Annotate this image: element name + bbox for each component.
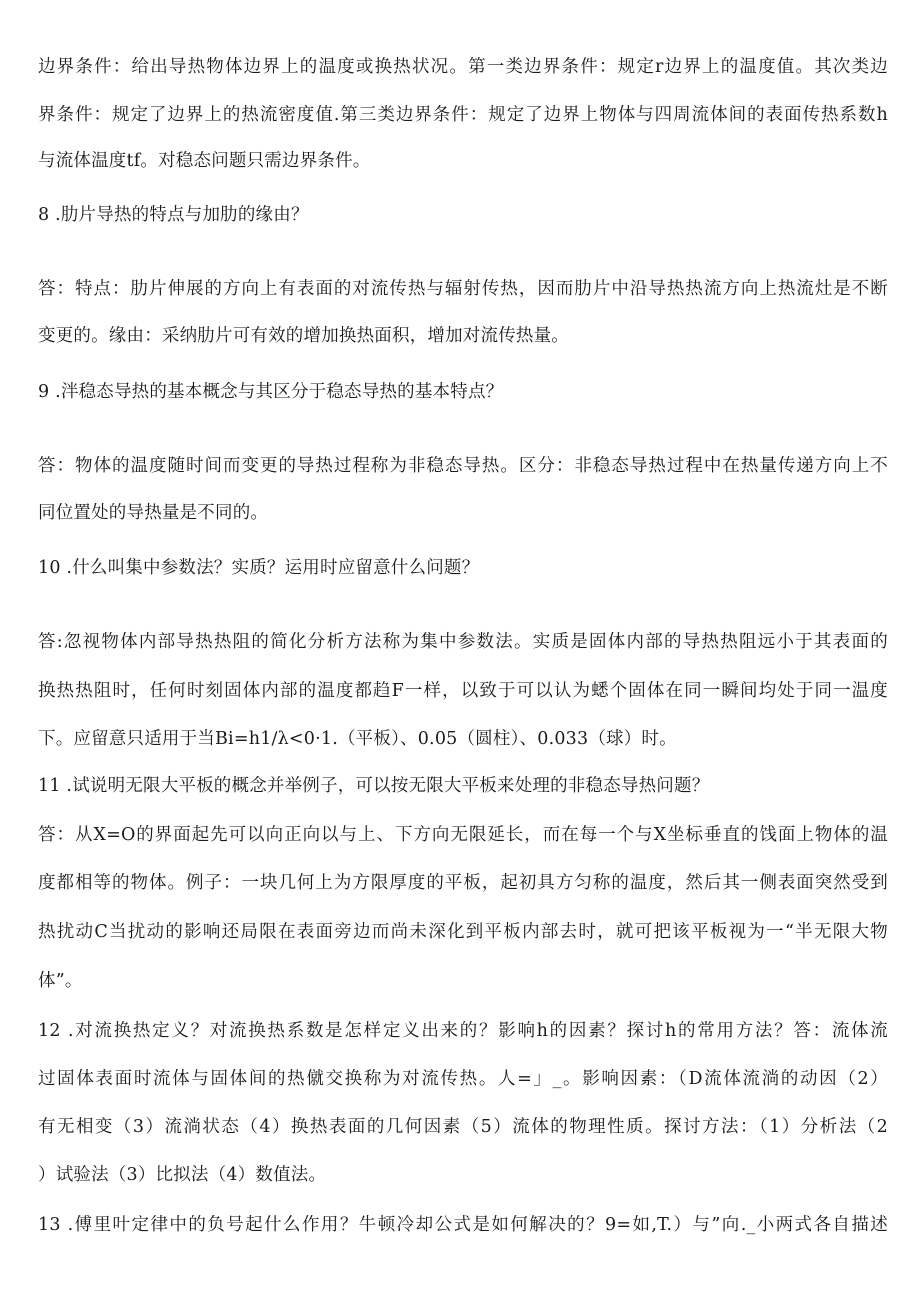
answer-line: 变更的。缘由：采纳肋片可有效的增加换热面积，增加对流传热量。 (38, 326, 569, 346)
answer-line: 下。应留意只适用于当Bi=h1∕λ<0·1.（平板）、0.05（圆柱）、0.033（球）时。 (38, 729, 677, 749)
answer-line: 答：特点：肋片伸展的方向上有表面的对流传热与辐射传热，因而肋片中沿导热热流方向上热流灶是不断 (38, 279, 888, 299)
text-line: 与流体温度tf。对稳态问题只需边界条件。 (38, 151, 371, 171)
answer-line: 答：从X=O的界面起先可以向正向以与上、下方向无限延长，而在每一个与X坐标垂直的饯面上物体的温 (38, 825, 888, 845)
answer-line: 热扰动C当扰动的影响还局限在表面旁边而尚未深化到平板内部去时，就可把该平板视为一“半无限大物 (38, 922, 888, 942)
answer-line: 体”。 (38, 971, 83, 991)
question-heading: 13 .傅里叶定律中的负号起什么作用？牛顿冷却公式是如何解决的？9=如,T.）与”向._小两式各自描述 (38, 1215, 888, 1235)
answer-line: 答：物体的温度随时间而变更的导热过程称为非稳态导热。区分：非稳态导热过程中在热量传递方向上不 (38, 456, 888, 476)
question-heading: 12 .对流换热定义？对流换热系数是怎样定义出来的？影响h的因素？探讨h的常用方法？答：流体流 (38, 1021, 888, 1041)
answer-line: 换热热阻时，任何时刻固体内部的温度都趋F一样，以致于可以认为蟋个固体在同一瞬间均处于同一温度 (38, 681, 888, 701)
answer-line: 过固体表面时流体与固体间的热僦交换称为对流传热。人=」_。影响因素：（D流体流淌的动因（2） (38, 1069, 888, 1089)
question-heading: 8 .肋片导热的特点与加肋的缘由？ (38, 205, 309, 225)
answer-line: ）试验法（3）比拟法（4）数值法。 (38, 1165, 327, 1185)
question-heading: 9 .泮稳态导热的基本概念与其区分于稳态导热的基本特点？ (38, 382, 504, 402)
text-line: 边界条件：给出导热物体边界上的温度或换热状况。第一类边界条件：规定r边界上的温度值。其次类边 (38, 57, 888, 77)
question-heading: 10 .什么叫集中参数法？实质？运用时应留意什么问题？ (38, 558, 480, 578)
question-heading: 11 .试说明无限大平板的概念并举例子，可以按无限大平板来处理的非稳态导热问题？ (38, 776, 710, 796)
answer-line: 度都相等的物体。例子：一块几何上为方限厚度的平板，起初具方匀称的温度，然后其一侧表面突然受到 (38, 873, 888, 893)
text-line: 界条件：规定了边界上的热流密度值.第三类边界条件：规定了边界上物体与四周流体间的表面传热系数h (38, 105, 888, 125)
answer-line: 答:忽视物体内部导热热阻的简化分析方法称为集中参数法。实质是固体内部的导热热阻远小于其表面的 (38, 632, 888, 652)
answer-line: 有无相变（3）流淌状态（4）换热表面的几何因素（5）流体的物理性质。探讨方法：（1）分析法（2 (38, 1117, 888, 1137)
answer-line: 同位置处的导热量是不同的。 (38, 503, 269, 523)
